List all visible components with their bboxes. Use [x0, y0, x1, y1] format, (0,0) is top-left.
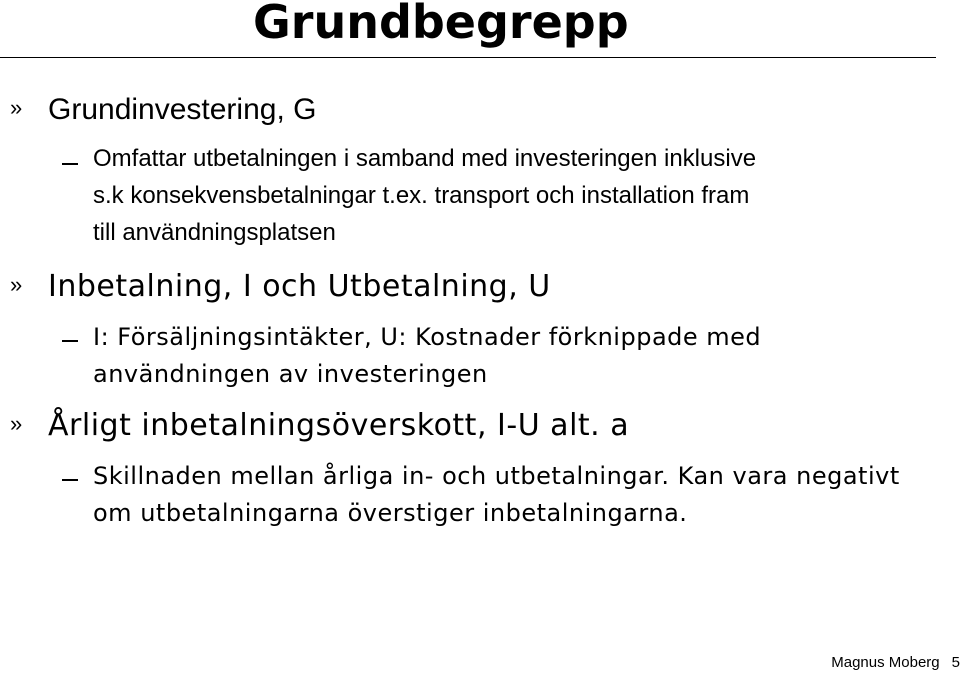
sub-bullet-text: [93, 140, 756, 251]
bullet-marker-icon: »: [10, 95, 23, 120]
bullet-marker-icon: »: [10, 411, 23, 436]
bullet-heading-row: [0, 408, 940, 448]
sub-bullet-line: användningen av investeringen: [93, 360, 488, 388]
bullet-heading-row: [0, 92, 940, 132]
bullet-heading: Årligt inbetalningsöverskott, I-U alt. a: [48, 408, 630, 443]
sub-bullet-line: I: Försäljningsintäkter, U: Kostnader förknippade med: [93, 323, 762, 351]
slide-title: Grundbegrepp: [253, 0, 629, 49]
slide-footer: [831, 654, 960, 672]
bullet-section-grundinvestering: [0, 92, 940, 246]
sub-bullet-line: s.k konsekvensbetalningar t.ex. transport och installation fram: [93, 182, 750, 209]
dash-marker-icon: [62, 163, 78, 165]
sub-bullet-text: [93, 319, 761, 393]
bullet-heading: Grundinvestering, G: [48, 93, 317, 126]
dash-marker-icon: [62, 479, 78, 481]
title-divider: [0, 57, 936, 58]
sub-bullet-text: [93, 458, 900, 532]
page-number: 5: [951, 654, 960, 671]
dash-marker-icon: [62, 340, 78, 342]
sub-bullet-line: om utbetalningarna överstiger inbetalningarna.: [93, 499, 688, 527]
sub-bullet-line: Omfattar utbetalningen i samband med investeringen inklusive: [93, 145, 757, 172]
bullet-section-inbetalningsoverskott: [0, 408, 940, 527]
bullet-heading: Inbetalning, I och Utbetalning, U: [48, 269, 551, 304]
bullet-heading-row: [0, 269, 940, 309]
bullet-section-inbetalning: [0, 269, 940, 388]
bullet-marker-icon: »: [10, 272, 23, 297]
footer-author: Magnus Moberg: [831, 654, 940, 671]
sub-bullet-line: till användningsplatsen: [93, 219, 336, 246]
sub-bullet-line: Skillnaden mellan årliga in- och utbetalningar. Kan vara negativt: [93, 462, 900, 490]
